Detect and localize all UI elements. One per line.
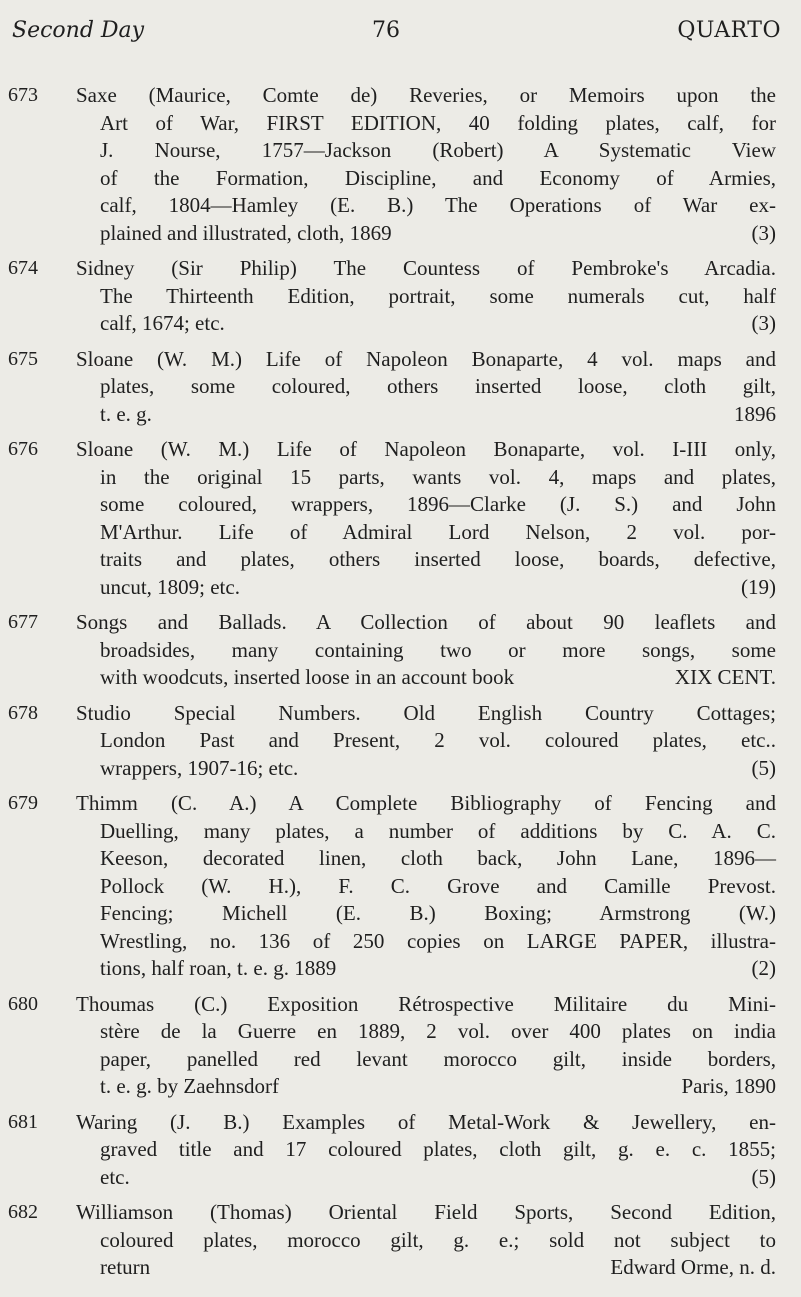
lot-number: 674 — [8, 257, 38, 279]
lot-line-text: some coloured, wrappers, 1896—Clarke (J. S.) and John — [100, 492, 776, 516]
lot-line — [76, 1227, 776, 1255]
lot-line — [76, 1018, 776, 1046]
page-header — [0, 18, 801, 54]
lot-right-note: (19) — [741, 574, 776, 599]
lot-line-text: Saxe (Maurice, Comte de) Reveries, or Memoirs upon the — [76, 83, 776, 107]
lot-right-note: (3) — [751, 220, 776, 245]
lot-line — [76, 991, 776, 1019]
lot-line — [76, 255, 776, 283]
lot-line — [76, 401, 776, 429]
lot-right-note: (5) — [751, 755, 776, 780]
lot-line — [76, 165, 776, 193]
lot-description — [76, 255, 776, 338]
lot-line-text: Thoumas (C.) Exposition Rétrospective Militaire du Mini- — [76, 991, 776, 1016]
lot-line-text: paper, panelled red levant morocco gilt, inside borders, — [100, 1046, 776, 1071]
lot-line — [76, 1046, 776, 1074]
lot-description — [76, 700, 776, 783]
lot-description — [76, 346, 776, 429]
lot-line-text: wrappers, 1907-16; etc. — [100, 755, 299, 780]
lot-right-note: (2) — [751, 956, 776, 980]
lot-number: 676 — [8, 438, 38, 460]
lot-description — [76, 1109, 776, 1192]
lot-line — [76, 373, 776, 401]
lot-line — [76, 436, 776, 464]
lot-line — [76, 574, 776, 602]
lot-line — [76, 900, 776, 928]
lot-line — [76, 519, 776, 547]
lot-number: 677 — [8, 611, 38, 633]
lot-line — [76, 283, 776, 311]
lot-line-text: t. e. g. by Zaehnsdorf — [100, 1074, 280, 1098]
lot-description — [76, 609, 776, 692]
lot-line-text: with woodcuts, inserted loose in an account book — [100, 665, 515, 689]
lot-line-text: plates, some coloured, others inserted loose, cloth gilt, — [100, 374, 776, 398]
lot-line-text: of the Formation, Discipline, and Economy of Armies, — [100, 165, 776, 190]
lot-line-text: Fencing; Michell (E. B.) Boxing; Armstrong (W.) — [100, 901, 776, 925]
lot-right-note: XIX CENT. — [674, 665, 776, 689]
lot-line-text: M'Arthur. Life of Admiral Lord Nelson, 2 vol. por- — [100, 519, 776, 544]
lot-line — [76, 464, 776, 492]
lot-line-text: Waring (J. B.) Examples of Metal-Work & Jewellery, en- — [76, 1109, 776, 1134]
lot-line-text: Wrestling, no. 136 of 250 copies on LARGE PAPER, illustra- — [100, 928, 776, 953]
lot-line-text: Duelling, many plates, a number of additions by C. A. C. — [100, 818, 776, 843]
lot-line-text: The Thirteenth Edition, portrait, some numerals cut, half — [100, 283, 776, 308]
lot-number: 681 — [8, 1110, 38, 1133]
lot-description — [76, 82, 776, 247]
lot-line — [76, 82, 776, 110]
lot-line — [76, 1164, 776, 1192]
lot-number: 682 — [8, 1201, 38, 1223]
lot-number: 675 — [8, 347, 38, 370]
lot-line-text: London Past and Present, 2 vol. coloured plates, etc.. — [100, 728, 776, 752]
lot-line — [76, 1199, 776, 1227]
lot-line — [76, 955, 776, 983]
lot-line — [76, 873, 776, 901]
lot-line — [76, 310, 776, 338]
lot-line — [76, 637, 776, 665]
lot-line-text: Sloane (W. M.) Life of Napoleon Bonaparte, 4 vol. maps and — [76, 346, 776, 371]
lot-number: 679 — [8, 792, 38, 814]
lot-line-text: stère de la Guerre en 1889, 2 vol. over 400 plates on india — [100, 1019, 776, 1043]
lot-line — [76, 790, 776, 818]
lot-line-text: Thimm (C. A.) A Complete Bibliography of Fencing and — [76, 791, 776, 815]
lot-line — [76, 546, 776, 574]
lot-right-note: (5) — [751, 1164, 776, 1189]
lot-line-text: calf, 1804—Hamley (E. B.) The Operations of War ex- — [100, 193, 776, 217]
lot-line-text: J. Nourse, 1757—Jackson (Robert) A Systematic View — [100, 138, 776, 162]
lot-line — [76, 928, 776, 956]
lot-line — [76, 700, 776, 728]
lot-line — [76, 845, 776, 873]
lot-line — [76, 1073, 776, 1101]
lot-description — [76, 790, 776, 983]
lot-line — [76, 1109, 776, 1137]
lot-number: 673 — [8, 84, 38, 106]
lot-line-text: t. e. g. — [100, 401, 152, 426]
lot-line — [76, 192, 776, 220]
lot-line-text: Sidney (Sir Philip) The Countess of Pembroke's Arcadia. — [76, 256, 776, 280]
lot-number: 680 — [8, 992, 38, 1015]
lot-line — [76, 491, 776, 519]
lot-right-note: Paris, 1890 — [681, 1074, 776, 1098]
lot-line-text: Songs and Ballads. A Collection of about 90 leaflets and — [76, 610, 776, 634]
lot-line — [76, 755, 776, 783]
lot-right-note: Edward Orme, n. d. — [610, 1255, 776, 1279]
lot-line-text: Studio Special Numbers. Old English Country Cottages; — [76, 700, 776, 725]
lot-line — [76, 1254, 776, 1282]
lot-line — [76, 137, 776, 165]
header-sale-day: Second Day — [12, 18, 145, 43]
lot-right-note: (3) — [751, 311, 776, 335]
lot-line-text: coloured plates, morocco gilt, g. e.; sold not subject to — [100, 1227, 776, 1252]
lot-line-text: traits and plates, others inserted loose, boards, defective, — [100, 547, 776, 571]
lot-line-text: graved title and 17 coloured plates, cloth gilt, g. e. c. 1855; — [100, 1137, 776, 1161]
lot-line-text: return — [100, 1255, 151, 1279]
lot-line-text: tions, half roan, t. e. g. 1889 — [100, 956, 337, 980]
lot-description — [76, 1199, 776, 1282]
lot-line-text: Keeson, decorated linen, cloth back, John Lane, 1896— — [100, 846, 776, 870]
lot-line-text: etc. — [100, 1164, 130, 1189]
lot-line-text: Pollock (W. H.), F. C. Grove and Camille Prevost. — [100, 873, 776, 898]
lot-line — [76, 220, 776, 248]
lot-line — [76, 609, 776, 637]
header-format: QUARTO — [677, 18, 781, 43]
lot-line — [76, 727, 776, 755]
lot-line-text: plained and illustrated, cloth, 1869 — [100, 220, 392, 245]
lot-description — [76, 991, 776, 1101]
lot-line-text: Art of War, FIRST EDITION, 40 folding plates, calf, for — [100, 110, 776, 135]
lot-line — [76, 1136, 776, 1164]
page-number: 76 — [372, 18, 400, 43]
lot-line — [76, 110, 776, 138]
lot-description — [76, 436, 776, 601]
lot-line — [76, 818, 776, 846]
lot-line — [76, 664, 776, 692]
lot-line-text: uncut, 1809; etc. — [100, 574, 240, 599]
lot-line-text: broadsides, many containing two or more songs, some — [100, 637, 776, 662]
lot-line — [76, 346, 776, 374]
lot-right-note: 1896 — [734, 401, 776, 426]
lot-line-text: Sloane (W. M.) Life of Napoleon Bonaparte, vol. I-III only, — [76, 437, 776, 461]
lot-line-text: Williamson (Thomas) Oriental Field Sports, Second Edition, — [76, 1200, 776, 1224]
lot-line-text: in the original 15 parts, wants vol. 4, maps and plates, — [100, 464, 776, 489]
lot-number: 678 — [8, 701, 38, 724]
lot-line-text: calf, 1674; etc. — [100, 311, 225, 335]
